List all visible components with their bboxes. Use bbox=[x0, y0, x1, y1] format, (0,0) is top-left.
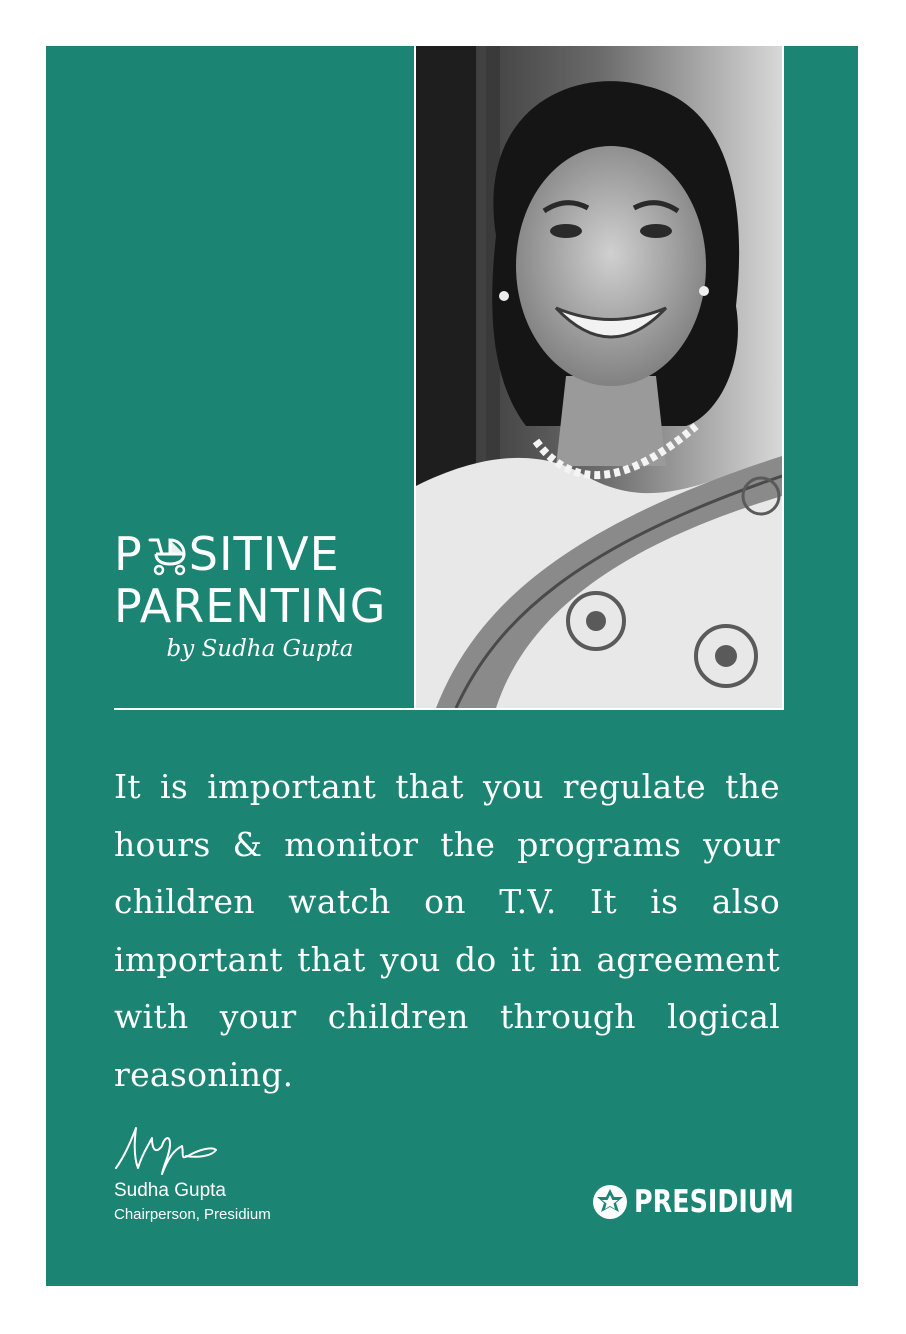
baby-stroller-icon bbox=[144, 532, 188, 576]
title-parenting: PARENTING bbox=[114, 579, 387, 633]
portrait-photo bbox=[414, 46, 784, 710]
presidium-star-icon bbox=[592, 1184, 628, 1220]
signature-name: Sudha Gupta bbox=[114, 1180, 226, 1201]
signature-title: Chairperson, Presidium bbox=[114, 1206, 271, 1223]
byline: by Sudha Gupta bbox=[166, 636, 354, 662]
portrait-image bbox=[416, 46, 782, 708]
divider-rule bbox=[114, 708, 414, 710]
logo-text: PRESIDIUM bbox=[634, 1184, 794, 1220]
signature-image bbox=[112, 1124, 222, 1182]
title-block bbox=[114, 528, 406, 662]
poster bbox=[46, 46, 858, 1286]
presidium-logo bbox=[592, 1184, 829, 1220]
title-suffix: SITIVE bbox=[188, 527, 340, 581]
title-positive bbox=[114, 528, 406, 580]
title-prefix: P bbox=[114, 527, 143, 581]
quote-text: It is important that you regulate the hours & monitor the programs your children watch on T.V. It is also important that you do it in agreement with your children through logical reasoning. bbox=[114, 767, 780, 1094]
